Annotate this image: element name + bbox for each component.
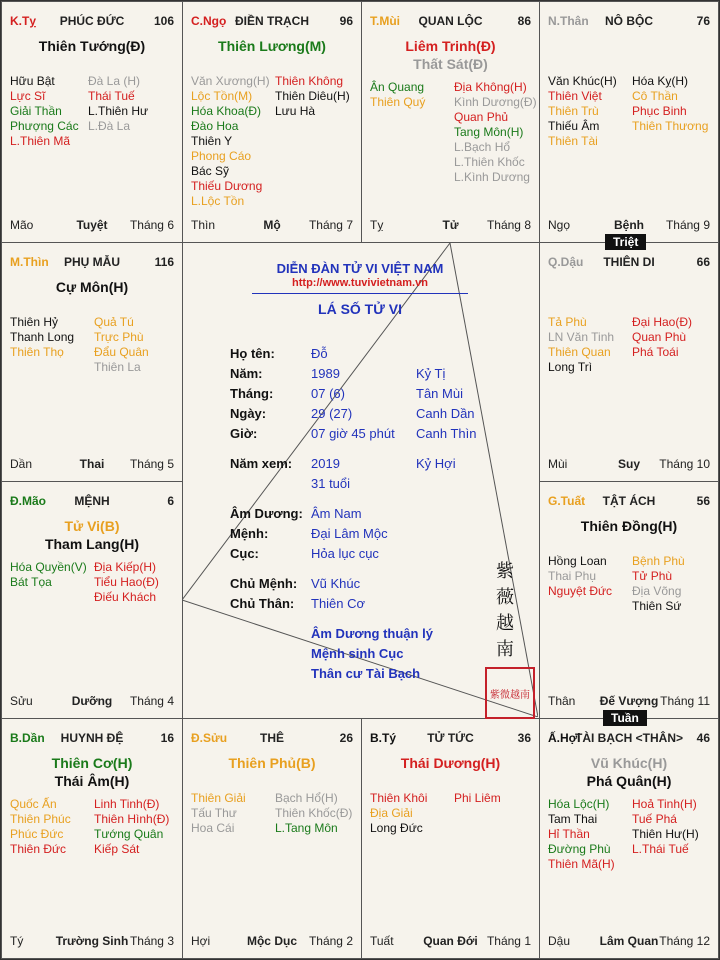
stars-left bbox=[10, 797, 71, 857]
palace-can: Đ.Mão bbox=[10, 494, 46, 508]
star: L.Đà La bbox=[88, 119, 131, 133]
palace-month: Tháng 12 bbox=[659, 934, 710, 948]
tuoi-value: 31 tuổi bbox=[311, 476, 351, 491]
chuthan-label: Chủ Thân: bbox=[230, 596, 295, 611]
star: L.Thiên Mã bbox=[10, 134, 71, 148]
calligraphy: 紫薇越南 bbox=[496, 561, 514, 660]
main-star: Thiên Phủ(B) bbox=[228, 755, 316, 771]
palace-branch: Thìn bbox=[191, 218, 216, 232]
main-star: Tham Lang(H) bbox=[44, 536, 140, 552]
center-divider bbox=[252, 293, 468, 294]
palace-header bbox=[10, 14, 174, 30]
palace-number: 6 bbox=[167, 494, 174, 508]
palace-can: C.Ngọ bbox=[191, 14, 227, 28]
stars-right bbox=[88, 74, 148, 134]
star: Địa Võng bbox=[632, 584, 682, 598]
stars-right bbox=[632, 74, 708, 134]
star: Thiên Không bbox=[275, 74, 344, 88]
palace-header bbox=[548, 255, 710, 271]
palace-stage: Dưỡng bbox=[71, 694, 113, 708]
palace-number: 46 bbox=[696, 731, 710, 745]
nam-label: Năm: bbox=[230, 366, 263, 381]
palace-name: HUYNH ĐỆ bbox=[60, 731, 124, 745]
palace-stage: Đế Vượng bbox=[599, 694, 659, 708]
star: Hồng Loan bbox=[548, 554, 607, 568]
palace-can: Đ.Sửu bbox=[191, 731, 228, 745]
star: Thiên Giải bbox=[191, 791, 246, 805]
triet-tag: Triệt bbox=[605, 234, 646, 250]
palace-header bbox=[370, 731, 531, 747]
palace-header bbox=[548, 494, 710, 510]
red-seal: 紫微越南 bbox=[485, 667, 535, 719]
star: Tiểu Hao(Đ) bbox=[94, 575, 159, 589]
palace-no-boc bbox=[539, 1, 719, 243]
stars-right bbox=[94, 315, 149, 375]
star: Tang Môn(H) bbox=[454, 125, 524, 139]
palace-header bbox=[10, 255, 174, 271]
palace-branch: Hợi bbox=[191, 934, 211, 948]
star: LN Văn Tinh bbox=[548, 330, 615, 344]
palace-branch: Ngọ bbox=[548, 218, 571, 232]
palace-month: Tháng 3 bbox=[129, 934, 174, 948]
star: Giải Thần bbox=[10, 104, 62, 118]
palace-can: T.Mùi bbox=[370, 14, 400, 28]
palace-can: G.Tuất bbox=[548, 494, 586, 508]
palace-month: Tháng 11 bbox=[660, 694, 710, 708]
star: Bác Sỹ bbox=[191, 164, 230, 178]
main-star: Liêm Trinh(Đ) bbox=[405, 38, 496, 54]
palace-branch: Tuất bbox=[370, 934, 394, 948]
palace-month: Tháng 7 bbox=[308, 218, 353, 232]
gio-canchi: Canh Thìn bbox=[416, 426, 477, 441]
palace-name: PHỤ MẪU bbox=[64, 255, 120, 269]
palace-name: QUAN LỘC bbox=[418, 14, 483, 28]
star: Phong Cáo bbox=[191, 149, 252, 163]
amduong-value: Âm Nam bbox=[311, 506, 362, 521]
ngay-value: 29 (27) bbox=[311, 406, 353, 421]
namxem-label: Năm xem: bbox=[230, 456, 293, 471]
main-star: Thiên Lương(M) bbox=[218, 38, 326, 54]
stars-left bbox=[548, 315, 614, 375]
palace-month: Tháng 1 bbox=[486, 934, 531, 948]
stars-left bbox=[370, 80, 425, 110]
star: Cô Thần bbox=[632, 89, 678, 103]
palace-number: 76 bbox=[696, 14, 710, 28]
palace-number: 26 bbox=[339, 731, 353, 745]
star: Bệnh Phù bbox=[632, 554, 685, 568]
star: Đại Hao(Đ) bbox=[632, 315, 693, 329]
star: L.Thiên Hư bbox=[88, 104, 149, 118]
star: Kình Dương(Đ) bbox=[454, 95, 537, 109]
palace-stage: Thai bbox=[79, 457, 105, 471]
menh-label: Mệnh: bbox=[230, 526, 269, 541]
main-star: Vũ Khúc(H) bbox=[590, 755, 668, 771]
main-star: Thái Âm(H) bbox=[54, 773, 130, 789]
chuthan-value: Thiên Cơ bbox=[311, 596, 366, 611]
star: Thiên Việt bbox=[548, 89, 602, 103]
star: Phi Liêm bbox=[454, 791, 501, 805]
center-title: DIỄN ĐÀN TỬ VI VIỆT NAM bbox=[276, 261, 444, 276]
star: Đà La (H) bbox=[88, 74, 141, 88]
palace-can: B.Dần bbox=[10, 731, 45, 745]
star: Hỉ Thần bbox=[548, 827, 590, 841]
palace-can: Q.Dậu bbox=[548, 255, 584, 269]
palace-branch: Tỵ bbox=[370, 218, 384, 232]
palace-phuc-duc bbox=[1, 1, 183, 243]
star: Tướng Quân bbox=[94, 827, 164, 841]
palace-header bbox=[548, 14, 710, 30]
star: Thiên Đức bbox=[10, 842, 67, 856]
star: Thiên Tài bbox=[548, 134, 598, 148]
chumenh-value: Vũ Khúc bbox=[311, 576, 361, 591]
star: Hoa Cái bbox=[191, 821, 235, 835]
palace-stage: Quan Đới bbox=[423, 934, 478, 948]
palace-number: 36 bbox=[517, 731, 531, 745]
stars-right bbox=[632, 315, 692, 360]
hoten-label: Họ tên: bbox=[230, 346, 275, 361]
hoten-value: Đỗ bbox=[311, 346, 328, 361]
tuan-tag: Tuần bbox=[603, 710, 647, 726]
star: Thiên Phúc bbox=[10, 812, 71, 826]
palace-stage: Mộ bbox=[263, 218, 281, 232]
palace-huynh-de bbox=[1, 718, 183, 959]
main-star: Cự Môn(H) bbox=[55, 279, 129, 295]
star: Bạch Hổ(H) bbox=[275, 791, 338, 805]
star: Quan Phủ bbox=[454, 110, 509, 124]
star: Thái Tuế bbox=[88, 89, 135, 103]
star: Địa Kiếp(H) bbox=[94, 560, 157, 574]
nam-value: 1989 bbox=[311, 366, 340, 381]
palace-header bbox=[370, 14, 531, 30]
star: Phục Binh bbox=[632, 104, 687, 118]
star: Tấu Thư bbox=[191, 806, 237, 820]
star: Thiên Khôi bbox=[370, 791, 428, 805]
palace-month: Tháng 10 bbox=[659, 457, 710, 471]
ngay-canchi: Canh Dần bbox=[416, 406, 475, 421]
stars-left bbox=[10, 560, 87, 590]
star: Đường Phù bbox=[548, 842, 611, 856]
palace-stage: Tuyệt bbox=[76, 218, 108, 232]
star: Văn Xương(H) bbox=[191, 74, 270, 88]
star: Long Đức bbox=[370, 821, 423, 835]
star: Thiên Hỷ bbox=[10, 315, 59, 329]
star: Thiên Sứ bbox=[632, 599, 682, 613]
star: Thiên Thọ bbox=[10, 345, 64, 359]
palace-name: TÀI BẠCH <THÂN> bbox=[574, 731, 683, 745]
star: Hóa Kỵ(H) bbox=[632, 74, 689, 88]
stars-left bbox=[370, 791, 427, 836]
star: Hữu Bật bbox=[10, 74, 55, 88]
palace-branch: Mão bbox=[10, 218, 34, 232]
star: Long Trì bbox=[548, 360, 593, 374]
star: Hoả Tinh(H) bbox=[632, 797, 697, 811]
star: Phúc Đức bbox=[10, 827, 64, 841]
palace-stage: Trường Sinh bbox=[55, 934, 129, 948]
palace-tai-bach bbox=[539, 718, 719, 959]
star: Tả Phù bbox=[548, 315, 587, 329]
palace-thien-di bbox=[539, 242, 719, 482]
palace-can: M.Thìn bbox=[10, 255, 49, 269]
star: Quốc Ấn bbox=[10, 797, 57, 811]
note-than-cu: Thân cư Tài Bạch bbox=[311, 666, 421, 681]
star: Đẩu Quân bbox=[94, 345, 149, 359]
star: Phá Toái bbox=[632, 345, 679, 359]
palace-name: MỆNH bbox=[74, 494, 110, 508]
star: Điếu Khách bbox=[94, 590, 157, 604]
star: L.Bạch Hổ bbox=[454, 140, 511, 154]
palace-name: NÔ BỘC bbox=[605, 14, 653, 28]
star: Hóa Lộc(H) bbox=[548, 797, 610, 811]
note-menh-cuc: Mệnh sinh Cục bbox=[311, 646, 404, 661]
palace-branch: Tý bbox=[10, 934, 24, 948]
star: Thiên Trù bbox=[548, 104, 599, 118]
palace-branch: Dần bbox=[10, 457, 33, 471]
gio-label: Giờ: bbox=[230, 426, 258, 441]
stars-left bbox=[10, 315, 74, 360]
star: Thiên Quý bbox=[370, 95, 426, 109]
stars-right bbox=[275, 791, 352, 836]
star: Tử Phù bbox=[632, 569, 673, 583]
star: Thiên Diêu(H) bbox=[275, 89, 350, 103]
star: Kiếp Sát bbox=[94, 842, 140, 856]
star: Quan Phù bbox=[632, 330, 687, 344]
star: Thai Phụ bbox=[548, 569, 597, 583]
palace-can: N.Thân bbox=[548, 14, 589, 28]
palace-header bbox=[191, 14, 353, 30]
main-star: Thiên Đồng(H) bbox=[580, 518, 678, 534]
palace-number: 66 bbox=[696, 255, 710, 269]
palace-stage: Bệnh bbox=[614, 218, 644, 232]
amduong-label: Âm Dương: bbox=[230, 506, 303, 521]
star: Thiếu Âm bbox=[548, 119, 600, 133]
ngay-label: Ngày: bbox=[230, 406, 267, 421]
star: Hóa Quyền(V) bbox=[10, 560, 87, 574]
star: Thiên Hư(H) bbox=[632, 827, 699, 841]
palace-month: Tháng 5 bbox=[129, 457, 174, 471]
palace-tat-ach bbox=[539, 481, 719, 719]
stars-left bbox=[548, 797, 615, 872]
star: Lực Sĩ bbox=[10, 89, 46, 103]
palace-branch: Thân bbox=[548, 694, 576, 708]
menh-value: Đại Lâm Mộc bbox=[311, 526, 388, 541]
palace-stage: Lâm Quan bbox=[599, 934, 659, 948]
star: Tam Thai bbox=[548, 812, 598, 826]
gio-value: 07 giờ 45 phút bbox=[311, 426, 395, 441]
palace-name: TẬT ÁCH bbox=[602, 494, 656, 508]
palace-header bbox=[191, 731, 353, 747]
palace-can: Ấ.Hợi bbox=[548, 731, 581, 745]
main-star: Tử Vi(B) bbox=[64, 518, 120, 534]
palace-stage: Suy bbox=[617, 457, 640, 471]
palace-quan-loc bbox=[361, 1, 540, 243]
star: L.Tang Môn bbox=[275, 821, 338, 835]
star: Ân Quang bbox=[370, 80, 425, 94]
palace-number: 106 bbox=[153, 14, 174, 28]
namxem-value: 2019 bbox=[311, 456, 340, 471]
cuc-value: Hỏa lục cục bbox=[311, 546, 379, 561]
palace-name: THIÊN DI bbox=[603, 255, 655, 269]
palace-tu-tuc bbox=[361, 718, 540, 959]
cuc-label: Cục: bbox=[230, 546, 259, 561]
star: Phượng Các bbox=[10, 119, 79, 133]
star: Văn Khúc(H) bbox=[548, 74, 617, 88]
palace-menh bbox=[1, 481, 183, 719]
stars-right bbox=[454, 80, 537, 185]
star: Hóa Khoa(Đ) bbox=[191, 104, 262, 118]
palace-name: PHÚC ĐỨC bbox=[59, 14, 125, 28]
main-star: Phá Quân(H) bbox=[586, 773, 672, 789]
star: Thanh Long bbox=[10, 330, 75, 344]
stars-left bbox=[548, 74, 617, 149]
star: L.Lộc Tồn bbox=[191, 194, 245, 208]
stars-right bbox=[632, 554, 685, 614]
palace-number: 56 bbox=[696, 494, 710, 508]
star: Thiên Khốc(Đ) bbox=[275, 806, 353, 820]
thang-canchi: Tân Mùi bbox=[416, 386, 463, 401]
palace-number: 16 bbox=[160, 731, 174, 745]
stars-left bbox=[191, 74, 270, 209]
star: Thiên Thương bbox=[632, 119, 709, 133]
palace-name: THÊ bbox=[260, 731, 284, 745]
star: L.Thiên Khốc bbox=[454, 155, 525, 169]
stars-right bbox=[454, 791, 501, 806]
palace-number: 96 bbox=[339, 14, 353, 28]
star: L.Thái Tuế bbox=[632, 842, 689, 856]
star: Thiên La bbox=[94, 360, 141, 374]
palace-stage: Mộc Dục bbox=[246, 934, 297, 948]
stars-left bbox=[10, 74, 79, 149]
star: Địa Giải bbox=[370, 806, 413, 820]
star: Nguyệt Đức bbox=[548, 584, 613, 598]
star: L.Kình Dương bbox=[454, 170, 530, 184]
namxem-canchi: Kỷ Hợi bbox=[416, 456, 456, 471]
palace-header bbox=[10, 731, 174, 747]
star: Thiên Quan bbox=[548, 345, 611, 359]
palace-month: Tháng 2 bbox=[308, 934, 353, 948]
star: Linh Tinh(Đ) bbox=[94, 797, 160, 811]
stars-right bbox=[94, 797, 169, 857]
star: Địa Không(H) bbox=[454, 80, 527, 94]
palace-name: TỬ TỨC bbox=[427, 731, 474, 745]
palace-name: ĐIỀN TRẠCH bbox=[235, 14, 309, 28]
palace-number: 116 bbox=[154, 255, 174, 269]
palace-the bbox=[182, 718, 362, 959]
center-info bbox=[182, 243, 538, 717]
chumenh-label: Chủ Mệnh: bbox=[230, 576, 298, 591]
star: Đào Hoa bbox=[191, 119, 239, 133]
stars-right bbox=[632, 797, 699, 857]
star: Lộc Tồn(M) bbox=[191, 89, 253, 103]
center-url[interactable]: http://www.tuvivietnam.vn bbox=[292, 277, 428, 289]
palace-dien-trach bbox=[182, 1, 362, 243]
star: Quả Tú bbox=[94, 315, 134, 329]
palace-can: K.Tỵ bbox=[10, 14, 37, 28]
stars-left bbox=[548, 554, 612, 599]
note-amduong: Âm Dương thuận lý bbox=[311, 626, 433, 641]
thang-label: Tháng: bbox=[230, 386, 274, 401]
stars-right bbox=[275, 74, 350, 119]
palace-branch: Mùi bbox=[548, 457, 568, 471]
palace-can: B.Tý bbox=[370, 731, 397, 745]
palace-month: Tháng 4 bbox=[129, 694, 174, 708]
palace-header bbox=[548, 731, 710, 747]
palace-month: Tháng 8 bbox=[486, 218, 531, 232]
star: Thiên Mã(H) bbox=[548, 857, 615, 871]
stars-left bbox=[191, 791, 246, 836]
palace-number: 86 bbox=[517, 14, 531, 28]
star: Thiên Hình(Đ) bbox=[94, 812, 170, 826]
star: Lưu Hà bbox=[275, 104, 316, 118]
star: Thiếu Dương bbox=[191, 179, 263, 193]
main-star: Thái Dương(H) bbox=[400, 755, 501, 771]
star: Tuế Phá bbox=[632, 812, 677, 826]
center-subtitle: LÁ SỐ TỬ VI bbox=[318, 301, 402, 317]
palace-stage: Tử bbox=[442, 218, 459, 232]
star: Bát Tọa bbox=[10, 575, 52, 589]
palace-month: Tháng 6 bbox=[129, 218, 174, 232]
palace-branch: Sửu bbox=[10, 694, 33, 708]
star: Trực Phù bbox=[94, 330, 144, 344]
main-star: Thiên Tướng(Đ) bbox=[38, 38, 146, 54]
main-star: Thiên Cơ(H) bbox=[51, 755, 133, 771]
star: Thiên Y bbox=[191, 134, 233, 148]
nam-canchi: Kỷ Tị bbox=[416, 366, 446, 381]
main-star: Thất Sát(Đ) bbox=[413, 56, 488, 72]
thang-value: 07 (6) bbox=[311, 386, 345, 401]
palace-month: Tháng 9 bbox=[665, 218, 710, 232]
palace-phu-mau bbox=[1, 242, 183, 482]
palace-branch: Dậu bbox=[548, 934, 571, 948]
palace-header bbox=[10, 494, 174, 510]
stars-right bbox=[94, 560, 159, 605]
